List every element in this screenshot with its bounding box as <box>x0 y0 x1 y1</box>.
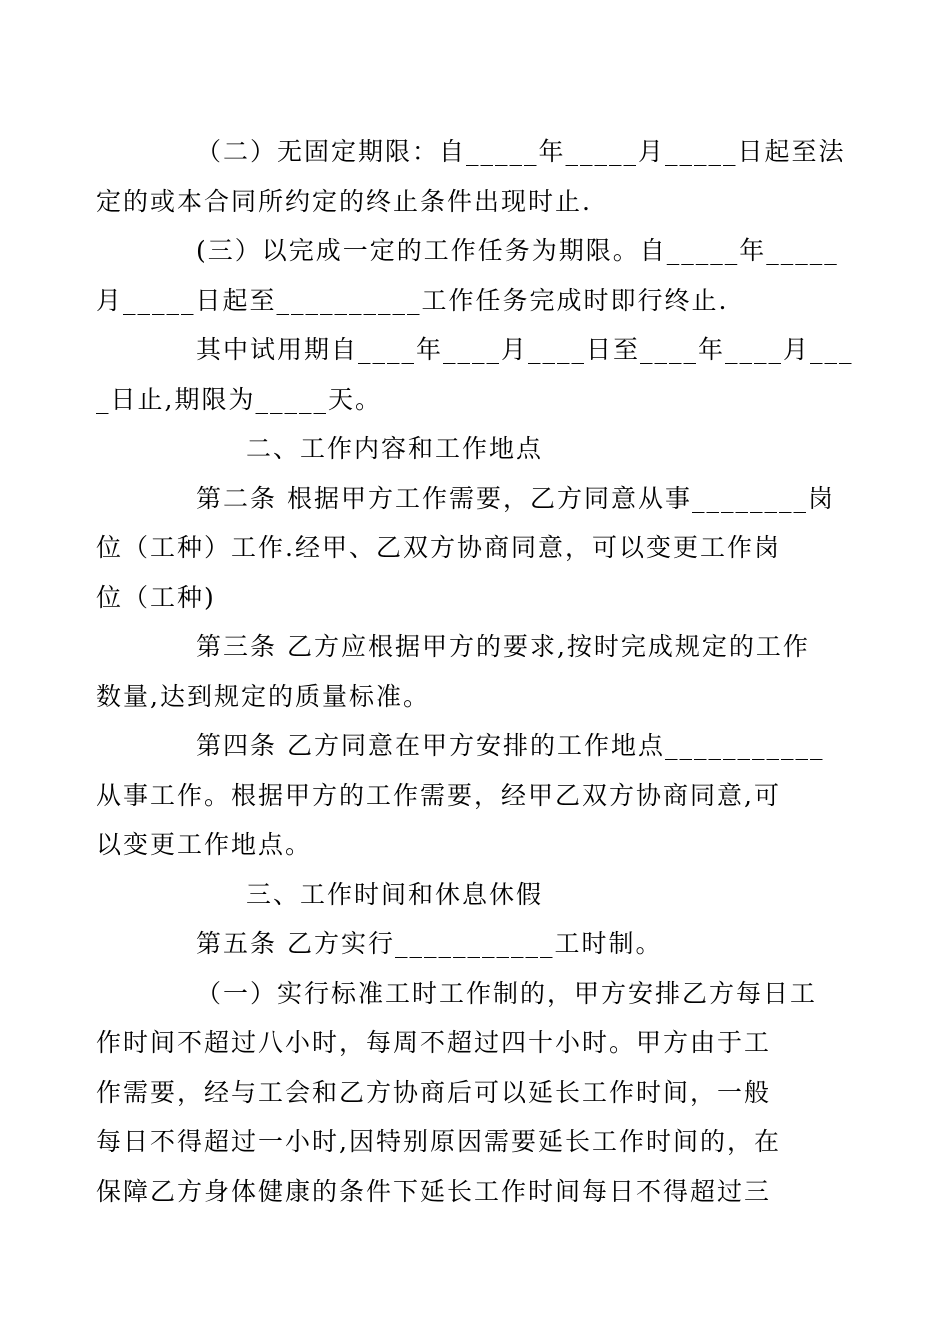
document-page <box>96 127 854 1216</box>
text-line: 月_____日起至__________工作任务完成时即行终止. <box>96 285 729 315</box>
text-line: (三）以完成一定的工作任务为期限。自_____年_____ <box>196 236 839 265</box>
paragraph-fixed-term-none <box>96 127 846 226</box>
text-line: 以变更工作地点。 <box>96 830 313 859</box>
text-line: 数量,达到规定的质量标准。 <box>96 681 430 711</box>
paragraph-task-term <box>96 226 839 325</box>
text-line: （一）实行标准工时工作制的，甲方安排乙方每日工 <box>196 978 818 1008</box>
paragraph-probation <box>96 325 854 424</box>
section-heading-work-content: 二、工作内容和工作地点 <box>246 434 544 463</box>
text-line: 第四条 乙方同意在甲方安排的工作地点___________ <box>196 731 825 760</box>
section-heading-work-hours: 三、工作时间和休息休假 <box>246 879 544 909</box>
text-line: _日止,期限为_____天。 <box>96 384 382 414</box>
paragraph-article-5 <box>146 919 806 969</box>
text-line: 每日不得超过一小时,因特别原因需要延长工作时间的，在 <box>96 1127 781 1156</box>
paragraph-article-3 <box>96 622 810 721</box>
text-line: 位（工种) <box>96 582 216 612</box>
text-line: 第二条 根据甲方工作需要，乙方同意从事________岗 <box>196 483 835 513</box>
text-line: 位（工种）工作.经甲、乙双方协商同意，可以变更工作岗 <box>96 533 781 562</box>
text-line: 从事工作。根据甲方的工作需要，经甲乙双方协商同意,可 <box>96 780 781 810</box>
text-line: 其中试用期自____年____月____日至____年____月___ <box>196 335 854 364</box>
text-line: 作需要，经与工会和乙方协商后可以延长工作时间，一般 <box>96 1077 772 1107</box>
text-line: 第五条 乙方实行___________工时制。 <box>196 929 663 958</box>
paragraph-standard-hours <box>96 969 818 1217</box>
text-line: 作时间不超过八小时，每周不超过四十小时。甲方由于工 <box>96 1028 772 1057</box>
paragraph-article-4 <box>96 721 825 870</box>
paragraph-article-2 <box>96 474 835 623</box>
text-line: 定的或本合同所约定的终止条件出现时止. <box>96 186 592 216</box>
text-line: 第三条 乙方应根据甲方的要求,按时完成规定的工作 <box>196 632 810 661</box>
text-line: 保障乙方身体健康的条件下延长工作时间每日不得超过三 <box>96 1176 772 1206</box>
text-line: （二）无固定期限：自_____年_____月_____日起至法 <box>196 137 846 166</box>
